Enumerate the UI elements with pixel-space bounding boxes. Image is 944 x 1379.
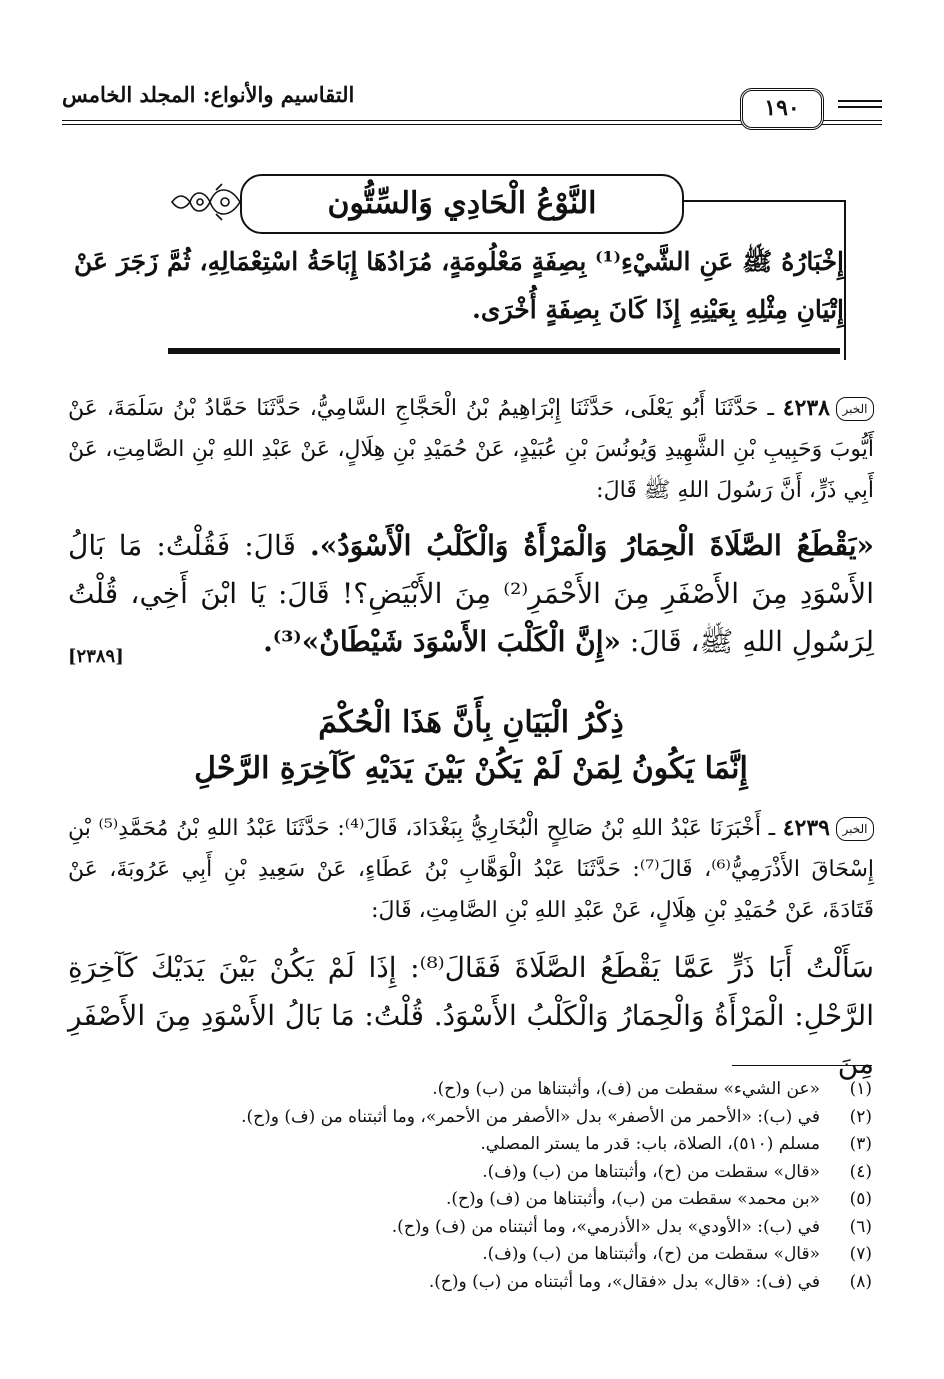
- frame-top-line: [684, 200, 846, 202]
- footnote-number: (٢): [849, 1106, 872, 1127]
- section-heading-line: ذِكْرُ الْبَيَانِ بِأَنَّ هَذَا الْحُكْمَ: [318, 705, 624, 740]
- hadith-matn: سَأَلْتُ أَبَا ذَرٍّ عَمَّا يَقْطَعُ الصَّلَاةَ فَقَالَ⁽⁸⁾: إِذَا لَمْ يَكُنْ بَيْنَ يَدَيْكَ كَآخِرَةِ الرَّحْلِ: الْمَرْأَةُ وَالْحِمَارُ وَالْكَلْبُ الأَسْوَدُ. قُلْتُ: مَا بَالُ الأَسْوَدِ مِنَ الأَصْفَرِ مِنَ: [68, 951, 874, 1080]
- chapter-title: النَّوْعُ الْحَادِي وَالسِّتُّون: [240, 174, 684, 234]
- footnote-number: (٥): [849, 1189, 872, 1209]
- running-title: التقاسيم والأنواع: المجلد الخامس: [62, 82, 355, 107]
- footnote: [72, 1159, 872, 1187]
- page-number: ١٩٠: [740, 88, 824, 130]
- footnote-number: (٣): [849, 1134, 872, 1154]
- hadith-number: ٤٢٣٩: [782, 815, 830, 841]
- hadith-matn: [68, 522, 874, 666]
- ornament-icon: [170, 182, 242, 222]
- page-header: [62, 72, 882, 132]
- chapter-description: إِخْبَارُهُ ﷺ عَنِ الشَّيْءِ⁽¹⁾ بِصِفَةٍ مَعْلُومَةٍ، مُرَادُهَا إِبَاحَةُ اسْتِعْمَالِهِ، ثُمَّ زَجَرَ عَنْ إِتْيَانِ مِثْلِهِ بِعَيْنِهِ إِذَا كَانَ بِصِفَةٍ أُخْرَى.: [74, 247, 844, 324]
- footnote-text: «قال» سقطت من (ح)، وأثبتناها من (ب) و(ف).: [482, 1161, 820, 1182]
- hadith-isnad: [68, 808, 874, 931]
- footnote: [72, 1131, 872, 1159]
- section-heading: [68, 700, 874, 792]
- footnote-separator: [732, 1065, 872, 1066]
- hadith-number: ٤٢٣٨: [782, 395, 830, 421]
- section-heading-line: إِنَّمَا يَكُونُ لِمَنْ لَمْ يَكُنْ بَيْنَ يَدَيْهِ كَآخِرَةِ الرَّحْلِ: [194, 751, 748, 786]
- footnote-text: في (ب): «الأحمر من الأصفر» بدل «الأصفر من الأحمر»، وما أثبتناه من (ف) و(ح).: [241, 1106, 820, 1127]
- isnad-text: ـ أَخْبَرَنَا عَبْدُ اللهِ بْنُ صَالِحٍ الْبُخَارِيُّ بِبَغْدَادَ، قَالَ⁽⁴⁾: حَدَّثَنَا عَبْدُ اللهِ بْنُ مُحَمَّدِ⁽⁵⁾ بْنِ إِسْحَاقَ الأَذْرَمِيُّ⁽⁶⁾، قَالَ⁽⁷⁾: حَدَّثَنَا عَبْدُ الْوَهَّابِ بْنُ عَطَاءٍ، عَنْ سَعِيدِ بْنِ أَبِي عَرُوبَةَ، عَنْ قَتَادَةَ، عَنْ حُمَيْدِ بْنِ هِلَالٍ، عَنْ عَبْدِ اللهِ بْنِ الصَّامِتِ، قَالَ:: [68, 816, 874, 923]
- footnote-text: مسلم (٥١٠)، الصلاة، باب: قدر ما يستر المصلي.: [480, 1134, 820, 1154]
- footnote-number: (٦): [849, 1216, 872, 1237]
- khabar-icon: الخبر: [836, 817, 874, 841]
- header-rule-tail: [838, 100, 882, 102]
- footnotes: [72, 1076, 872, 1296]
- khabar-icon: الخبر: [836, 397, 874, 421]
- frame-bottom-bar: [168, 348, 840, 354]
- hadith-isnad: [68, 388, 874, 511]
- footnote: [72, 1269, 872, 1297]
- footnote-text: «قال» سقطت من (ح)، وأثبتناها من (ب) و(ف).: [482, 1244, 820, 1264]
- footnote-number: (١): [849, 1079, 872, 1099]
- hadith-reference: [٢٣٨٩]: [68, 646, 124, 667]
- footnote-text: في (ب): «الأودي» بدل «الأذرمي»، وما أثبتناه من (ف) و(ح).: [391, 1216, 820, 1237]
- footnote-text: «عن الشيء» سقطت من (ف)، وأثبتناها من (ب) و(ح).: [432, 1079, 820, 1099]
- footnote: [72, 1241, 872, 1269]
- isnad-text: ـ حَدَّثَنَا أَبُو يَعْلَى، حَدَّثَنَا إِبْرَاهِيمُ بْنُ الْحَجَّاجِ السَّامِيُّ، حَدَّثَنَا حَمَّادُ بْنُ سَلَمَةَ، عَنْ أَيُّوبَ وَحَبِيبِ بْنِ الشَّهِيدِ وَيُونُسَ بْنِ عُبَيْدٍ، عَنْ حُمَيْدِ بْنِ هِلَالٍ، عَنْ عَبْدِ اللهِ بْنِ الصَّامِتِ، عَنْ أَبِي ذَرٍّ، أَنَّ رَسُولَ اللهِ ﷺ قَالَ:: [68, 396, 874, 503]
- footnote: [72, 1104, 872, 1132]
- prophetic-quote: «يَقْطَعُ الصَّلَاةَ الْحِمَارُ وَالْمَرْأَةُ وَالْكَلْبُ الْأَسْوَدُ».: [310, 529, 874, 562]
- footnote-number: (٤): [849, 1161, 872, 1182]
- footnote-text: «بن محمد» سقطت من (ب)، وأثبتناها من (ف) و(ح).: [446, 1189, 820, 1209]
- prophetic-quote: «إِنَّ الْكَلْبَ الأَسْوَدَ شَيْطَانٌ»⁽³⁾.: [263, 625, 621, 658]
- footnote-number: (٨): [849, 1271, 872, 1292]
- footnote: [72, 1186, 872, 1214]
- footnote: [72, 1076, 872, 1104]
- footnote-number: (٧): [849, 1244, 872, 1264]
- frame-right-line: [844, 200, 846, 360]
- footnote-text: في (ف): «قال» بدل «فقال»، وما أثبتناه من (ب) و(ح).: [428, 1271, 820, 1292]
- footnote: [72, 1214, 872, 1242]
- matn-text: قَالَ: فَقُلْتُ: مَا بَالُ الأَسْوَدِ مِنَ الأَصْفَرِ مِنَ الأَحْمَرِ⁽²⁾ مِنَ الأَبْيَضِ؟! قَالَ: يَا ابْنَ أَخِي، قُلْتُ لِرَسُولِ اللهِ ﷺ، قَالَ:: [68, 529, 875, 658]
- header-rule-tail: [838, 106, 882, 108]
